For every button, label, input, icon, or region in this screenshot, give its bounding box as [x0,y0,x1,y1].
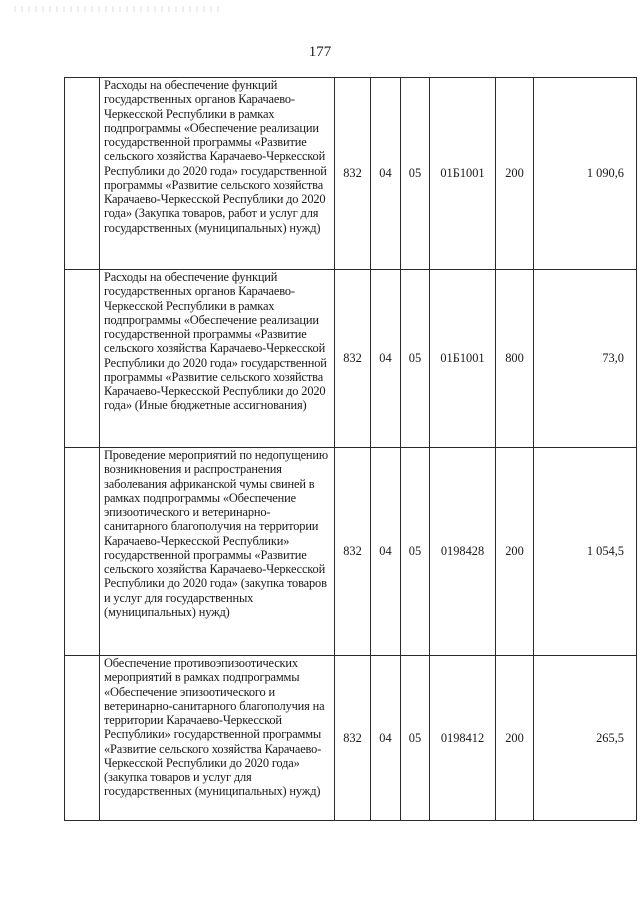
subsection-code: 05 [401,448,430,656]
ministry-code: 832 [335,270,371,448]
table-row [65,270,637,448]
section-code: 04 [371,656,401,821]
target-article-code: 01Б1001 [430,78,496,270]
table-row [65,78,637,270]
scan-noise [14,6,224,12]
subsection-code: 05 [401,78,430,270]
empty-cell [65,448,100,656]
expense-type-code: 200 [496,78,534,270]
amount: 1 054,5 [534,448,637,656]
ministry-code: 832 [335,448,371,656]
budget-table [64,77,637,821]
page-number: 177 [308,44,332,60]
amount: 73,0 [534,270,637,448]
empty-cell [65,78,100,270]
ministry-code: 832 [335,656,371,821]
row-description: Расходы на обеспечение функций государственных органов Карачаево-Черкесской Республики в рамках подпрограммы «Обеспечение реализации государственной программы «Развитие сельского хозяйства Карачаево-Черкесской Республики до 2020 года» государственной программы «Развитие сельского хозяйства Карачаево-Черкесской Республики до 2020 года» (Иные бюджетные ассигнования) [100,270,335,448]
amount: 265,5 [534,656,637,821]
subsection-code: 05 [401,656,430,821]
row-description: Проведение мероприятий по недопущению возникновения и распространения заболевания африканской чумы свиней в рамках подпрограммы «Обеспечение эпизоотического и ветеринарно-санитарного благополучия на территории Карачаево-Черкесской Республики» государственной программы «Развитие сельского хозяйства Карачаево-Черкесской Республики до 2020 года» (закупка товаров и услуг для государственных (муниципальных) нужд) [100,448,335,656]
expense-type-code: 200 [496,656,534,821]
section-code: 04 [371,448,401,656]
subsection-code: 05 [401,270,430,448]
target-article-code: 0198428 [430,448,496,656]
table-row [65,656,637,821]
amount: 1 090,6 [534,78,637,270]
row-description: Обеспечение противоэпизоотических мероприятий в рамках подпрограммы «Обеспечение эпизоотического и ветеринарно-санитарного благополучия на территории Карачаево-Черкесской Республики» государственной программы «Развитие сельского хозяйства Карачаево-Черкесской Республики до 2020 года» (закупка товаров и услуг для государственных (муниципальных) нужд) [100,656,335,821]
expense-type-code: 800 [496,270,534,448]
target-article-code: 01Б1001 [430,270,496,448]
ministry-code: 832 [335,78,371,270]
expense-type-code: 200 [496,448,534,656]
empty-cell [65,656,100,821]
table-row [65,448,637,656]
empty-cell [65,270,100,448]
section-code: 04 [371,78,401,270]
section-code: 04 [371,270,401,448]
row-description: Расходы на обеспечение функций государственных органов Карачаево-Черкесской Республики в рамках подпрограммы «Обеспечение реализации государственной программы «Развитие сельского хозяйства Карачаево-Черкесской Республики до 2020 года» государственной программы «Развитие сельского хозяйства Карачаево-Черкесской Республики до 2020 года» (Закупка товаров, работ и услуг для государственных (муниципальных) нужд) [100,78,335,270]
target-article-code: 0198412 [430,656,496,821]
